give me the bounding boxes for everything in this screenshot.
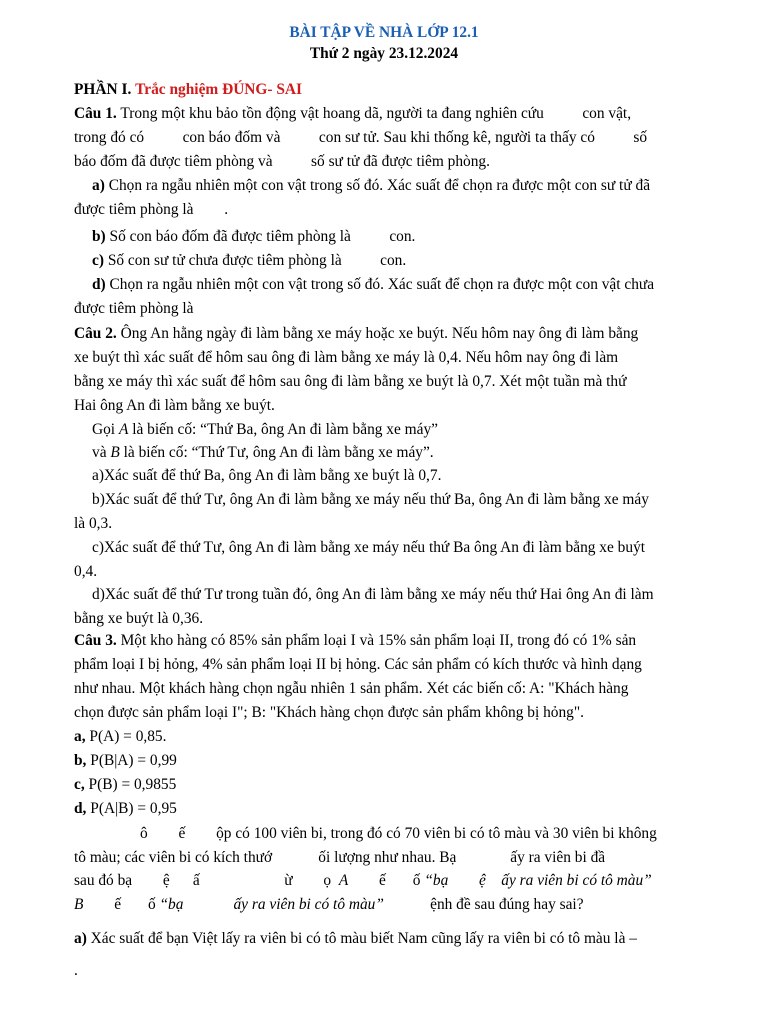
q3-option-b [74,752,177,770]
q4-line-2: tô màu; các viên bi có kích thướ ối lượng như nhau. Bạ ấy ra viên bi đầ [74,849,606,866]
q2-line-2: xe buýt thì xác suất để hôm sau ông đi làm bằng xe máy là 0,4. Nếu hôm nay ông đi làm [74,349,619,366]
q1-text-1: Trong một khu bảo tồn động vật hoang dã, người ta đang nghiên cứu con vật, [120,105,632,122]
q2-event-b-pre: và [92,444,111,461]
document-date: Thứ 2 ngày 23.12.2024 [309,45,459,62]
part-heading [74,81,302,99]
q1-c-text: Số con sư tử chưa được tiêm phòng là con. [107,252,407,269]
q2-option-b-cont: là 0,3. [74,515,113,532]
q1-option-d [92,276,654,294]
q3-line-1 [74,632,636,650]
q3-c-label: c, [74,776,85,793]
q3-c-text: P(B) = 0,9855 [84,776,177,793]
q1-b-text: Số con báo đốm đã được tiêm phòng là con. [109,228,416,245]
q3-b-label: b, [74,752,87,769]
q2-event-a-post: là biến cố: “Thứ Ba, ông An đi làm bằng xe máy” [128,421,439,438]
q3-d-text: P(A|B) = 0,95 [86,800,177,817]
q3-option-c [74,776,176,794]
q3-a-text: P(A) = 0,85. [85,728,167,745]
q1-d-label: d) [92,276,106,293]
q4-line-3-a: sau đó bạ ệ ấ ừ ọ [74,872,339,889]
q1-a-text: Chọn ra ngẫu nhiên một con vật trong số đó. Xác suất để chọn ra được một con sư tử đã [108,177,651,194]
q2-option-d: d)Xác suất để thứ Tư trong tuần đó, ông An đi làm bằng xe máy nếu thứ Hai ông An đi làm [92,586,654,603]
q3-line-2: phẩm loại I bị hỏng, 4% sản phẩm loại II bị hỏng. Các sản phẩm có kích thước và hình dạng [74,656,642,673]
q1-line-2: trong đó có con báo đốm và con sư tử. Sau khi thống kê, người ta thấy có số [74,129,648,146]
q4-line-3-b: ế ố [348,872,425,889]
q2-option-d-cont: bằng xe buýt là 0,36. [74,610,204,627]
q3-number: Câu 3. [74,632,117,649]
q4-line-4 [74,896,584,914]
q1-c-label: c) [92,252,104,269]
q2-event-a-pre: Gọi [92,421,119,438]
q2-event-a-var: A [118,421,129,438]
q2-event-b-var: B [110,444,120,461]
q4-line-4-var: B [74,896,84,913]
q1-option-a [92,177,650,195]
q1-d-text: Chọn ra ngẫu nhiên một con vật trong số đó. Xác suất để chọn ra được một con vật chưa [109,276,655,293]
q2-option-b: b)Xác suất để thứ Tư, ông An đi làm bằng xe máy nếu thứ Ba, ông An đi làm bằng xe máy [92,491,649,508]
q2-event-b-post: là biến cố: “Thứ Tư, ông An đi làm bằng xe máy”. [119,444,434,461]
q1-a-label: a) [92,177,105,194]
q3-a-label: a, [74,728,86,745]
document-title: BÀI TẬP VỀ NHÀ LỚP 12.1 [289,24,479,41]
q2-line-4: Hai ông An đi làm bằng xe buýt. [74,397,275,414]
q3-line-3: như nhau. Một khách hàng chọn ngẫu nhiên 1 sản phẩm. Xét các biến cố: A: "Khách hàng [74,680,629,697]
q4-a-text: Xác suất để bạn Việt lấy ra viên bi có tô màu biết Nam cũng lấy ra viên bi có tô màu là – [86,930,637,947]
q3-option-a [74,728,166,746]
q4-line-4-a: ế ố [83,896,160,913]
q4-a-label: a) [74,930,87,947]
q4-line-4-quote: “bạ ấy ra viên bi có tô màu” [159,896,384,913]
part-title: Trắc nghiệm ĐÚNG- SAI [135,81,303,98]
q1-number: Câu 1. [74,105,117,122]
part-label: PHẦN I. [74,81,132,98]
q2-line-1 [74,325,638,343]
q4-line-3 [74,872,652,890]
q4-line-3-var: A [338,872,349,889]
q4-line-3-quote: “bạ ệ ấy ra viên bi có tô màu” [424,872,652,889]
q2-number: Câu 2. [74,325,117,342]
q3-option-d [74,800,177,818]
q3-line-4: chọn được sản phẩm loại I"; B: "Khách hàng chọn được sản phẩm không bị hỏng". [74,704,585,721]
q2-option-c: c)Xác suất để thứ Tư, ông An đi làm bằng xe máy nếu thứ Ba ông An đi làm bằng xe buýt [92,539,646,556]
q4-option-a-cont: . [74,962,78,979]
q1-option-d-cont: được tiêm phòng là [74,300,194,317]
q2-text-1: Ông An hằng ngày đi làm bằng xe máy hoặc xe buýt. Nếu hôm nay ông đi làm bằng [120,325,639,342]
q3-text-1: Một kho hàng có 85% sản phẩm loại I và 15% sản phẩm loại II, trong đó có 1% sản [120,632,637,649]
q2-event-b [92,444,434,462]
q1-option-b [92,228,415,246]
q1-line-1 [74,105,631,123]
q1-b-label: b) [92,228,106,245]
q3-b-text: P(B|A) = 0,99 [86,752,177,769]
q1-option-c [92,252,406,270]
q1-option-a-cont: được tiêm phòng là . [74,201,229,218]
q2-option-c-cont: 0,4. [74,563,98,580]
q4-line-1: ô ế ộp có 100 viên bi, trong đó có 70 viên bi có tô màu và 30 viên bi không [140,825,657,842]
q2-line-3: bằng xe máy thì xác suất để hôm sau ông đi làm bằng xe buýt là 0,7. Xét một tuần mà thứ [74,373,627,390]
q2-option-a: a)Xác suất để thứ Ba, ông An đi làm bằng xe buýt là 0,7. [92,467,442,484]
q2-event-a [92,421,438,439]
q3-d-label: d, [74,800,87,817]
q4-option-a [74,930,637,948]
q4-line-4-b: ệnh đề sau đúng hay sai? [383,896,584,913]
q1-line-3: báo đốm đã được tiêm phòng và số sư tử đã được tiêm phòng. [74,153,490,170]
